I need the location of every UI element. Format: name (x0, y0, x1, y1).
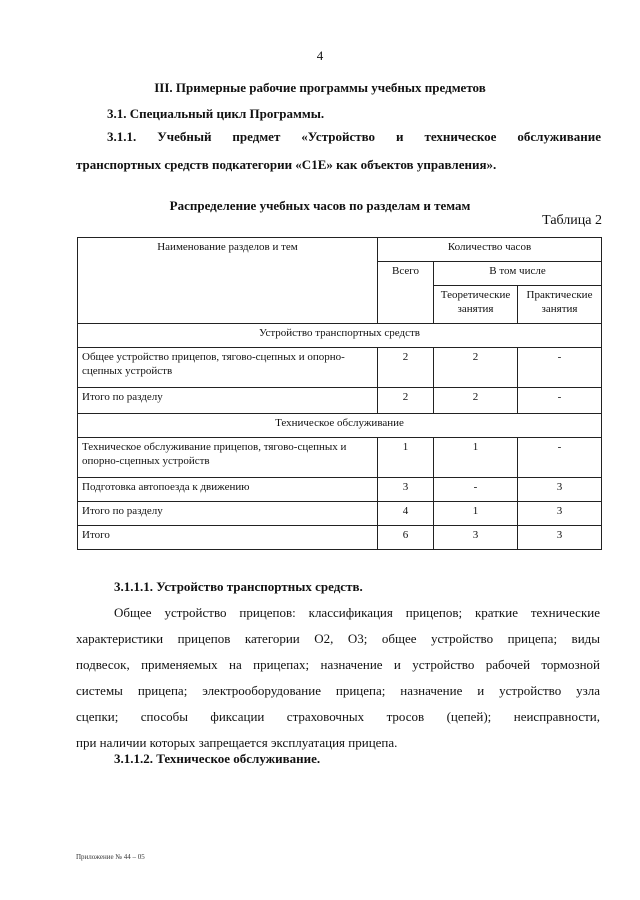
footer-note: Приложение № 44 – 05 (76, 853, 145, 861)
page-number: 4 (316, 48, 324, 63)
section-row: Техническое обслуживание (78, 414, 602, 438)
row-name: Техническое обслуживание прицепов, тягово-сцепных и опорно-сцепных устройств (78, 438, 378, 478)
header-hours: Количество часов (378, 238, 602, 262)
section-heading: 3.1. Специальный цикл Программы. (107, 106, 325, 121)
section-row: Устройство транспортных средств (78, 324, 602, 348)
row-theory: 1 (434, 502, 518, 526)
table-row (78, 526, 602, 550)
row-total: 2 (378, 348, 434, 388)
row-theory: 1 (434, 438, 518, 478)
subject-heading-line2: транспортных средств подкатегории «C1E» как объектов управления». (76, 157, 497, 172)
row-practice: 3 (518, 526, 602, 550)
header-practice: Практические занятия (518, 286, 602, 324)
row-total: 2 (378, 388, 434, 414)
subsection-heading: 3.1.1.2. Техническое обслуживание. (114, 751, 321, 766)
table-number: Таблица 2 (542, 213, 602, 228)
row-practice: - (518, 438, 602, 478)
table-row (78, 348, 602, 388)
row-practice: - (518, 348, 602, 388)
row-total: 3 (378, 478, 434, 502)
row-name: Общее устройство прицепов, тягово-сцепных и опорно-сцепных устройств (78, 348, 378, 388)
row-theory: 2 (434, 388, 518, 414)
header-name: Наименование разделов и тем (78, 238, 378, 324)
row-practice: - (518, 388, 602, 414)
header-theory: Теоретические занятия (434, 286, 518, 324)
row-name: Подготовка автопоезда к движению (78, 478, 378, 502)
row-name: Итого (78, 526, 378, 550)
table-row (78, 478, 602, 502)
body-paragraph (76, 600, 600, 756)
paragraph-line: Общее устройство прицепов: классификация прицепов; краткие технические (114, 605, 600, 620)
paragraph-line: сцепки; способы фиксации страховочных тросов (цепей); неисправности, (76, 709, 600, 724)
header-total: Всего (378, 262, 434, 324)
paragraph-line: при наличии которых запрещается эксплуатация прицепа. (76, 735, 398, 750)
row-name: Итого по разделу (78, 388, 378, 414)
header-including: В том числе (434, 262, 602, 286)
table-caption: Распределение учебных часов по разделам и темам (169, 198, 471, 213)
row-theory: - (434, 478, 518, 502)
table-row (78, 388, 602, 414)
row-total: 1 (378, 438, 434, 478)
row-theory: 3 (434, 526, 518, 550)
paragraph-line: подвесок, применяемых на прицепах; назначение и устройство рабочей тормозной (76, 657, 600, 672)
subject-heading-line1: 3.1.1. Учебный предмет «Устройство и техническое обслуживание (107, 129, 601, 144)
row-practice: 3 (518, 502, 602, 526)
table-row (78, 438, 602, 478)
subsection-heading: 3.1.1.1. Устройство транспортных средств. (114, 579, 363, 594)
row-theory: 2 (434, 348, 518, 388)
paragraph-line: системы прицепа; электрооборудование прицепа; назначение и устройство узла (76, 683, 600, 698)
hours-table (77, 237, 602, 550)
table-row (78, 502, 602, 526)
paragraph-line: характеристики прицепов категории O2, O3; общее устройство прицепа; виды (76, 631, 600, 646)
row-name: Итого по разделу (78, 502, 378, 526)
row-total: 6 (378, 526, 434, 550)
chapter-heading: III. Примерные рабочие программы учебных предметов (154, 80, 486, 95)
row-total: 4 (378, 502, 434, 526)
row-practice: 3 (518, 478, 602, 502)
